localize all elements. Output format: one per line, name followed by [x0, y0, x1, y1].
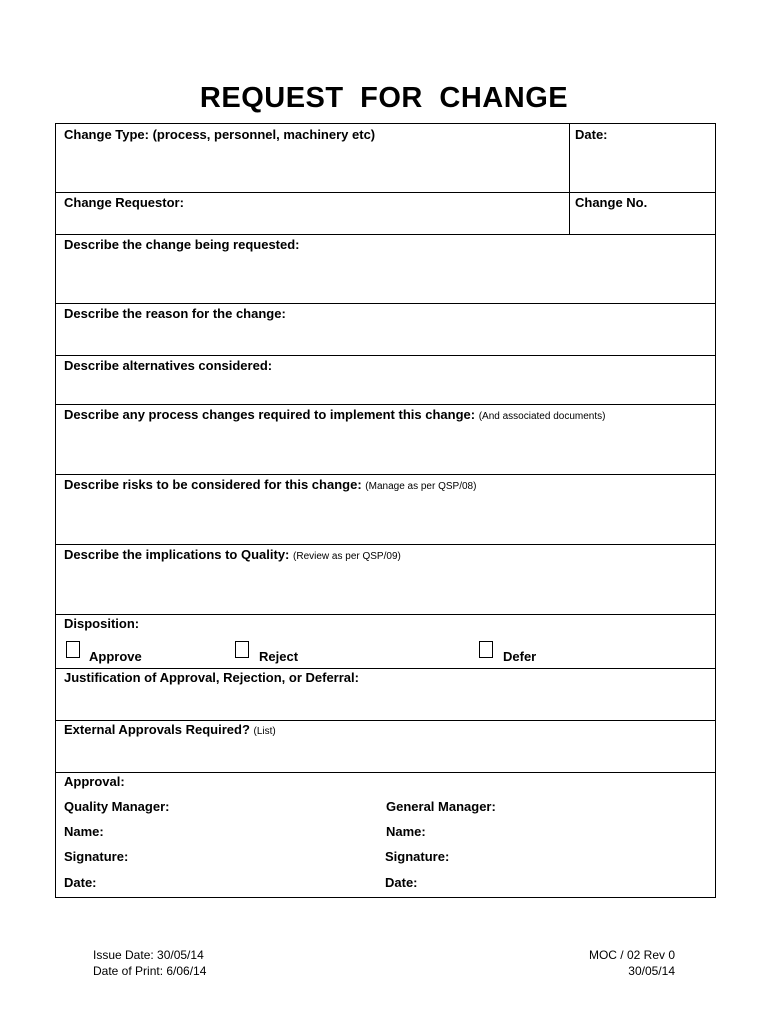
document-date: 30/05/14	[628, 964, 675, 978]
quality-manager-label: Quality Manager:	[64, 799, 170, 814]
gm-signature-label: Signature:	[385, 849, 450, 864]
approval-label: Approval:	[64, 774, 125, 789]
approve-checkbox[interactable]	[66, 641, 80, 658]
request-form	[55, 123, 716, 898]
defer-checkbox[interactable]	[479, 641, 493, 658]
risks-note: (Manage as per QSP/08)	[365, 481, 477, 492]
process-changes-label	[64, 407, 605, 422]
qm-date-label: Date:	[64, 875, 97, 890]
external-approvals-note: (List)	[253, 726, 276, 737]
external-approvals-label	[64, 722, 276, 737]
risks-text: Describe risks to be considered for this change:	[64, 477, 362, 492]
quality-text: Describe the implications to Quality:	[64, 547, 290, 562]
row-divider	[56, 544, 715, 545]
qm-name-label: Name:	[64, 824, 104, 839]
process-changes-note: (And associated documents)	[478, 411, 606, 422]
row-divider	[56, 404, 715, 405]
reject-label: Reject	[259, 649, 299, 664]
row-divider	[56, 474, 715, 475]
change-requested-label: Describe the change being requested:	[64, 237, 300, 252]
disposition-label: Disposition:	[64, 616, 140, 631]
row-divider	[56, 668, 715, 669]
gm-name-label: Name:	[386, 824, 426, 839]
change-requestor-label: Change Requestor:	[64, 195, 184, 210]
risks-label	[64, 477, 476, 492]
reason-label: Describe the reason for the change:	[64, 306, 286, 321]
row-divider	[56, 772, 715, 773]
issue-date: Issue Date: 30/05/14	[93, 948, 204, 962]
print-date: Date of Print: 6/06/14	[93, 964, 207, 978]
defer-label: Defer	[503, 649, 537, 664]
quality-label	[64, 547, 401, 562]
column-divider	[569, 124, 570, 234]
approve-label: Approve	[89, 649, 142, 664]
row-divider	[56, 234, 715, 235]
document-code: MOC / 02 Rev 0	[588, 948, 675, 962]
gm-date-label: Date:	[385, 875, 418, 890]
justification-label: Justification of Approval, Rejection, or Deferral:	[64, 670, 359, 685]
quality-note: (Review as per QSP/09)	[293, 551, 401, 562]
row-divider	[56, 192, 715, 193]
row-divider	[56, 720, 715, 721]
qm-signature-label: Signature:	[64, 849, 129, 864]
page-title: REQUEST FOR CHANGE	[199, 82, 569, 114]
change-no-label: Change No.	[575, 195, 648, 210]
change-type-label: Change Type: (process, personnel, machinery etc)	[64, 127, 376, 142]
row-divider	[56, 303, 715, 304]
general-manager-label: General Manager:	[386, 799, 496, 814]
date-label: Date:	[575, 127, 608, 142]
alternatives-label: Describe alternatives considered:	[64, 358, 273, 373]
external-approvals-text: External Approvals Required?	[64, 722, 250, 737]
reject-checkbox[interactable]	[235, 641, 249, 658]
row-divider	[56, 614, 715, 615]
process-changes-text: Describe any process changes required to implement this change:	[64, 407, 476, 422]
row-divider	[56, 355, 715, 356]
